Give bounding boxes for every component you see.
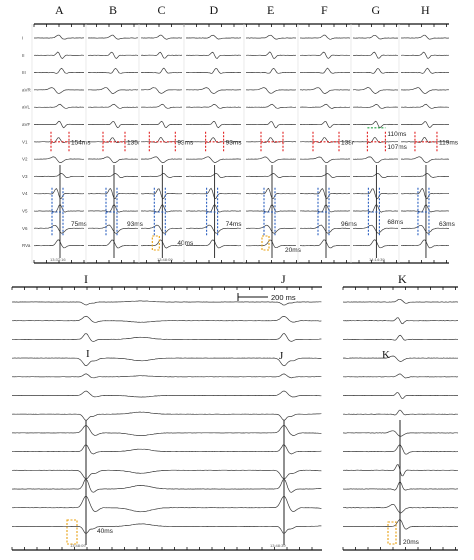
lead-label-RVa: RVa (22, 243, 31, 249)
ecg-trace (141, 121, 182, 127)
ecg-trace (34, 104, 84, 108)
ecg-trace (300, 173, 350, 177)
panel-label-A: A (55, 3, 64, 17)
ecg-trace (401, 189, 449, 199)
interval-value-G: 107ms (387, 143, 407, 151)
ecg-trace-bottom (12, 374, 321, 378)
ecg-trace (300, 205, 350, 212)
ecg-trace (300, 35, 350, 39)
interval-value-H: 63ms (438, 221, 455, 228)
ecg-trace (88, 189, 138, 199)
ecg-trace-bottom (12, 358, 321, 366)
ecg-trace (88, 88, 138, 94)
lead-label-I: I (22, 35, 24, 41)
beat-mark-I: I (86, 348, 90, 360)
ecg-trace (88, 104, 138, 108)
panel-label-J: J (281, 272, 286, 286)
ecg-trace (353, 35, 398, 39)
panel-label-B: B (109, 3, 118, 17)
ecg-trace (353, 88, 398, 94)
ecg-trace (34, 157, 84, 163)
ecg-trace (246, 88, 296, 94)
ecg-trace (141, 173, 182, 177)
ecg-trace (353, 121, 398, 127)
ecg-trace (401, 104, 449, 108)
lead-label-V4: V4 (22, 191, 28, 197)
ecg-trace (300, 121, 350, 127)
ecg-trace (141, 52, 182, 58)
ecg-trace (246, 35, 296, 39)
ecg-trace-k (343, 335, 458, 340)
ecg-trace (186, 205, 241, 213)
ecg-trace (300, 88, 350, 94)
ecg-trace (353, 157, 398, 163)
ecg-trace (401, 205, 449, 212)
ecg-trace (246, 173, 296, 177)
interval-value-G: 110ms (387, 130, 407, 138)
ecg-trace (186, 121, 241, 127)
ecg-trace (300, 189, 350, 199)
ecg-trace-bottom (12, 391, 321, 397)
ecg-trace (141, 189, 182, 199)
ecg-trace (34, 52, 84, 59)
ecg-trace-k (343, 393, 458, 399)
interval-value-C: 93ms (177, 139, 194, 147)
ecg-trace (34, 68, 84, 73)
ecg-trace (401, 174, 449, 178)
ecg-trace (186, 88, 241, 94)
ecg-trace-k (343, 299, 458, 303)
pace-marker-I (67, 520, 77, 544)
ecg-trace (401, 157, 449, 163)
panel-label-F: F (321, 3, 328, 17)
ecg-trace (88, 52, 138, 58)
traces-layer (12, 24, 459, 550)
ecg-trace (300, 104, 350, 108)
ecg-trace (186, 157, 241, 163)
ecg-trace (246, 157, 296, 163)
ecg-trace-bottom (12, 479, 321, 492)
ecg-trace (401, 68, 449, 73)
lead-label-aVR: aVR (22, 87, 31, 93)
ecg-trace (401, 121, 449, 127)
scale-bar-label: 200 ms (271, 293, 296, 302)
ecg-trace (186, 104, 241, 108)
ecg-trace (401, 35, 449, 39)
ecg-trace (186, 240, 241, 248)
panel-label-C: C (157, 3, 166, 17)
ecg-trace (141, 88, 182, 94)
lead-label-aVF: aVF (22, 122, 31, 127)
ecg-trace (246, 205, 296, 213)
ecg-trace (88, 35, 138, 39)
interval-value-H: 119ms (438, 139, 458, 147)
top-panel-labels (55, 3, 430, 17)
interval-value-B: 135r (127, 139, 141, 147)
ecg-trace (401, 240, 449, 248)
ecg-trace (246, 104, 296, 108)
ecg-trace-k (343, 374, 458, 378)
ecg-trace (300, 68, 350, 73)
panel-label-H: H (421, 3, 430, 17)
ecg-trace (186, 68, 241, 73)
beat-mark-J: J (279, 350, 284, 362)
ecg-trace (34, 121, 84, 128)
ecg-trace (353, 52, 398, 58)
ecg-trace (300, 240, 350, 248)
panel-timestamp-A: 13:37:16 (50, 257, 66, 262)
measure-K-pace: 20ms (403, 539, 419, 546)
interval-value-C: 40ms (177, 240, 194, 247)
panel-timestamp-C: 13:48:09 (157, 257, 173, 262)
timestamp-J: 13:48:39 (270, 543, 286, 548)
ecg-trace (88, 68, 138, 73)
interval-value-A: 75ms (71, 221, 87, 228)
ecg-trace (34, 88, 84, 94)
ecg-trace-bottom (12, 496, 321, 512)
ecg-trace (141, 104, 182, 108)
ecg-trace (246, 52, 296, 59)
ecg-trace-bottom (12, 425, 321, 435)
interval-value-G: 68ms (387, 219, 404, 226)
ecg-trace (300, 157, 350, 163)
lead-label-V1: V1 (22, 139, 28, 145)
lead-label-V2: V2 (22, 156, 28, 162)
lead-label-III: III (22, 70, 26, 76)
ecg-trace (401, 52, 449, 58)
measure-I-pace: 40ms (97, 528, 113, 535)
lead-label-V5: V5 (22, 208, 28, 214)
interval-value-F: 138r (341, 139, 355, 147)
ecg-trace (88, 173, 138, 177)
ecg-trace (186, 35, 241, 39)
ecg-trace-bottom (12, 524, 321, 534)
lead-label-aVL: aVL (22, 104, 31, 110)
panel-timestamp-G: 14:14:39 (369, 257, 385, 262)
ecg-trace-bottom (12, 470, 321, 479)
timestamp-I: 13:48:09 (70, 543, 86, 548)
beat-mark-K: K (382, 349, 390, 361)
ecg-trace (34, 240, 84, 248)
ecg-trace (141, 240, 182, 248)
interval-value-A: 154ms (71, 139, 91, 147)
interval-value-B: 93ms (127, 221, 143, 228)
lead-label-V3: V3 (22, 173, 28, 179)
ecg-trace (88, 205, 138, 213)
lead-label-V6: V6 (22, 225, 28, 231)
lead-label-II: II (22, 52, 25, 58)
ecg-trace (353, 189, 398, 199)
ecg-trace (186, 188, 241, 198)
ecg-trace (141, 68, 182, 73)
panel-label-E: E (267, 3, 275, 17)
interval-value-D: 93ms (225, 139, 242, 147)
interval-value-D: 74ms (225, 221, 242, 228)
ecg-trace (353, 104, 398, 108)
ecg-trace (186, 174, 241, 178)
ecg-trace (141, 205, 182, 212)
interval-value-F: 96ms (341, 221, 357, 228)
panel-label-K: K (398, 272, 407, 286)
ecg-trace (353, 240, 398, 248)
ecg-trace (353, 173, 398, 177)
ecg-trace (246, 225, 296, 233)
ecg-trace-k (343, 410, 458, 415)
ecg-trace (300, 52, 350, 58)
ecg-trace (353, 205, 398, 213)
ecg-trace-bottom (12, 445, 321, 454)
interval-value-E: 20ms (285, 247, 301, 254)
ecg-trace (186, 52, 241, 58)
ecg-trace (34, 189, 84, 199)
panel-label-G: G (371, 3, 381, 17)
ecg-trace (353, 225, 398, 233)
ecg-trace (88, 240, 138, 248)
ecg-trace (34, 205, 84, 213)
ecg-trace (246, 68, 296, 73)
ecg-trace-bottom (12, 412, 321, 420)
ecg-trace (246, 122, 296, 128)
panel-label-I: I (84, 272, 88, 286)
ecg-trace (34, 35, 84, 39)
ecg-trace (141, 225, 182, 233)
panel-label-D: D (209, 3, 219, 17)
ecg-trace (88, 157, 138, 163)
ecg-trace-bottom (12, 333, 321, 341)
ecg-trace-bottom (12, 316, 321, 322)
ecg-trace (88, 121, 138, 127)
ecg-trace (246, 188, 296, 198)
ecg-trace (34, 173, 84, 177)
ecg-trace-k (343, 356, 458, 362)
ecg-trace (141, 35, 182, 39)
ecg-trace-k (343, 318, 458, 324)
ecg-trace (353, 68, 398, 73)
ecg-trace (246, 138, 296, 143)
ecg-trace (141, 157, 182, 163)
ecg-trace (401, 88, 449, 94)
